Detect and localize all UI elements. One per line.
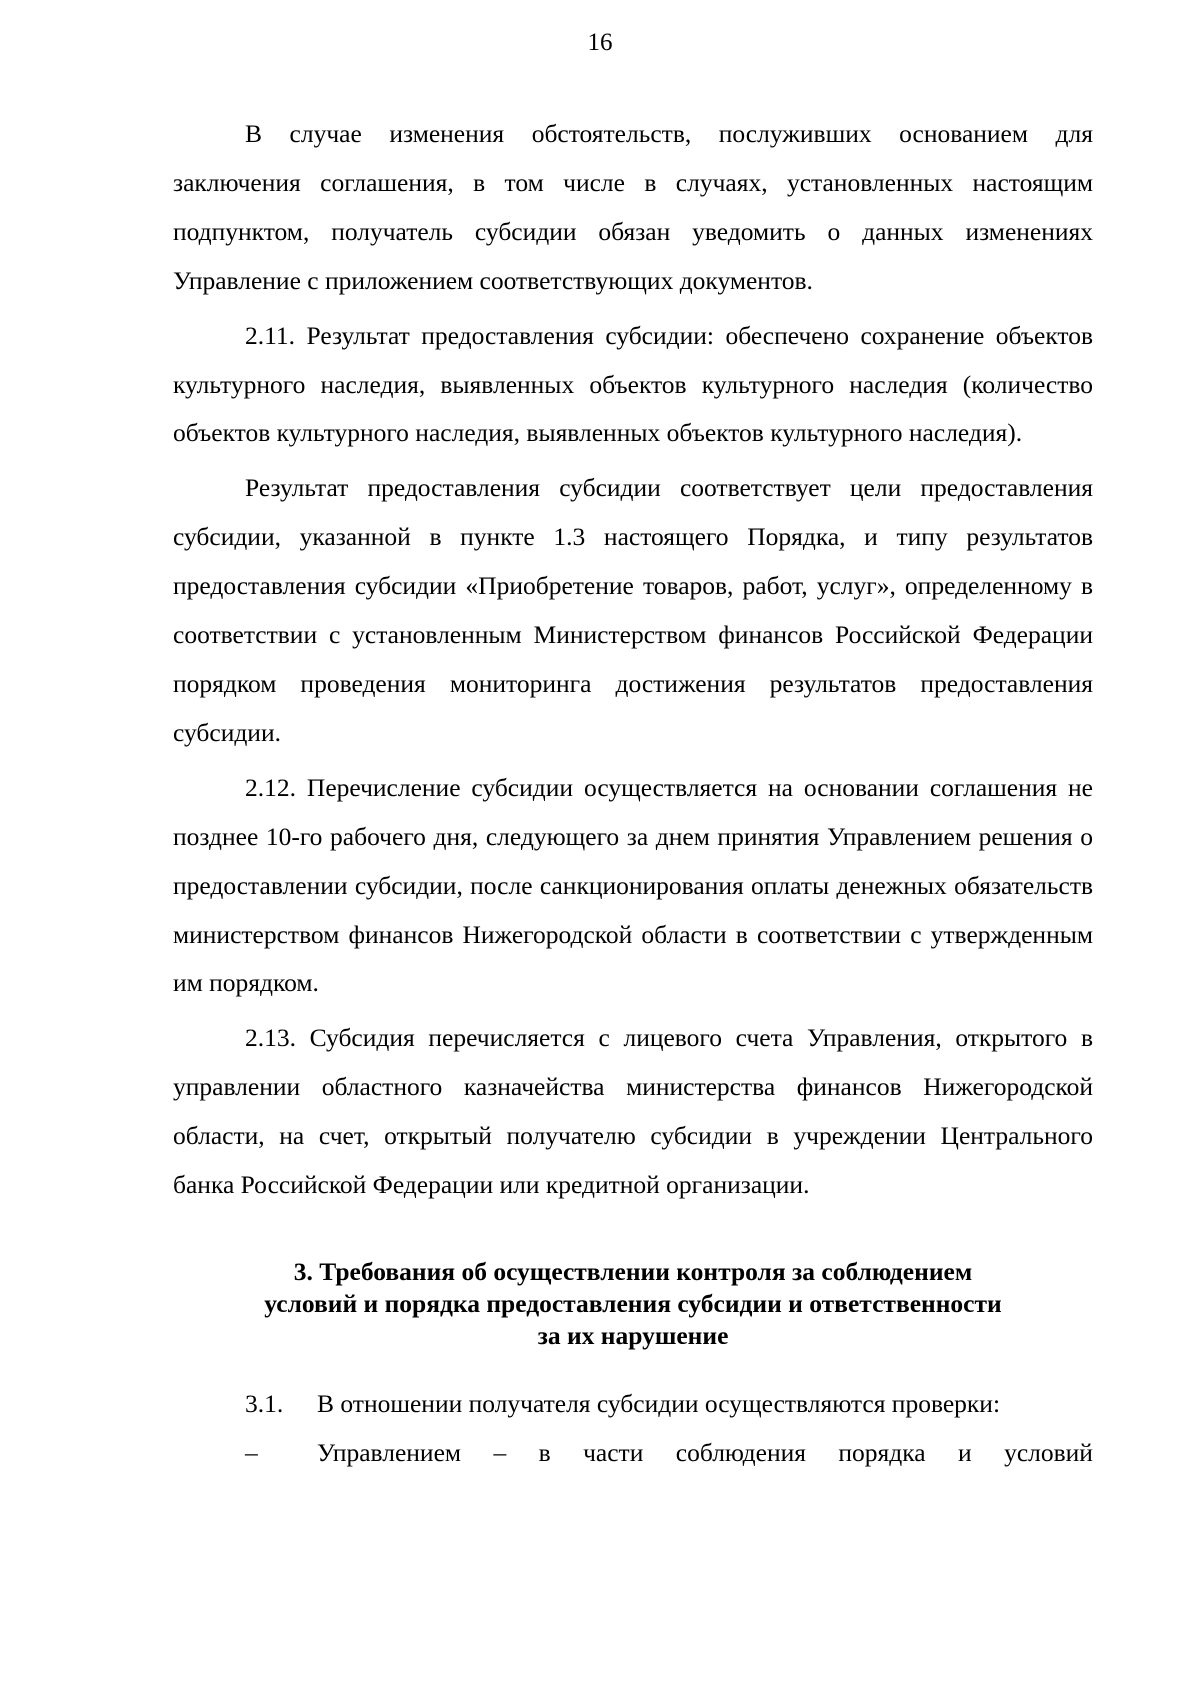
bullet-word: – bbox=[493, 1437, 507, 1467]
paragraph-2-12: 2.12. Перечисление субсидии осуществляется на основании соглашения не позднее 10-го рабочего дня, следующего за днем принятия Управлением решения о предоставлении субсидии, после санкционирования оплаты денежных обязательств министерством финансов Нижегородской области в соответствии с утвержденным им порядком. bbox=[173, 772, 1093, 998]
paragraph-result-conformity: Результат предоставления субсидии соответствует цели предоставления субсидии, указанной в пункте 1.3 настоящего Порядка, и типу результатов предоставления субсидии «Приобретение товаров, работ, услуг», определенному в соответствии с установленным Министерством финансов Российской Федерации порядком проведения мониторинга достижения результатов предоставления субсидии. bbox=[173, 473, 1093, 747]
bullet-management-check-text bbox=[317, 1429, 1093, 1478]
bullet-word: Управлением bbox=[317, 1437, 462, 1467]
item-3-1-number: 3.1. bbox=[245, 1388, 284, 1418]
paragraph-2-11: 2.11. Результат предоставления субсидии: обеспечено сохранение объектов культурного наследия, выявленных объектов культурного наследия (количество объектов культурного наследия, выявленных объектов культурного наследия). bbox=[173, 320, 1093, 448]
section-3-heading-line: 3. Требования об осуществлении контроля за соблюдением bbox=[293, 1256, 973, 1286]
bullet-management-check bbox=[173, 1429, 1093, 1478]
bullet-word: и bbox=[958, 1437, 972, 1467]
section-3-heading-line: условий и порядка предоставления субсидии и ответственности bbox=[264, 1288, 1002, 1318]
bullet-word: соблюдения bbox=[675, 1437, 806, 1467]
bullet-word: порядка bbox=[838, 1437, 926, 1467]
document-body bbox=[173, 110, 1093, 1478]
section-3-heading bbox=[173, 1256, 1093, 1352]
bullet-dash: – bbox=[245, 1437, 258, 1467]
page-number: 16 bbox=[587, 29, 613, 56]
paragraph-2-13: 2.13. Субсидия перечисляется с лицевого счета Управления, открытого в управлении областного казначейства министерства финансов Нижегородской области, на счет, открытый получателю субсидии в учреждении Центрального банка Российской Федерации или кредитной организации. bbox=[173, 1023, 1093, 1200]
bullet-word: условий bbox=[1004, 1437, 1093, 1467]
paragraph-notify-changes: В случае изменения обстоятельств, послуживших основанием для заключения соглашения, в том числе в случаях, установленных настоящим подпунктом, получатель субсидии обязан уведомить о данных изменениях Управление с приложением соответствующих документов. bbox=[173, 119, 1093, 295]
item-3-1-text: В отношении получателя субсидии осуществляются проверки: bbox=[317, 1388, 1001, 1418]
section-3-heading-line: за их нарушение bbox=[537, 1320, 729, 1350]
bullet-word: в bbox=[538, 1437, 551, 1467]
bullet-word: части bbox=[583, 1437, 644, 1467]
item-3-1 bbox=[173, 1380, 1093, 1429]
